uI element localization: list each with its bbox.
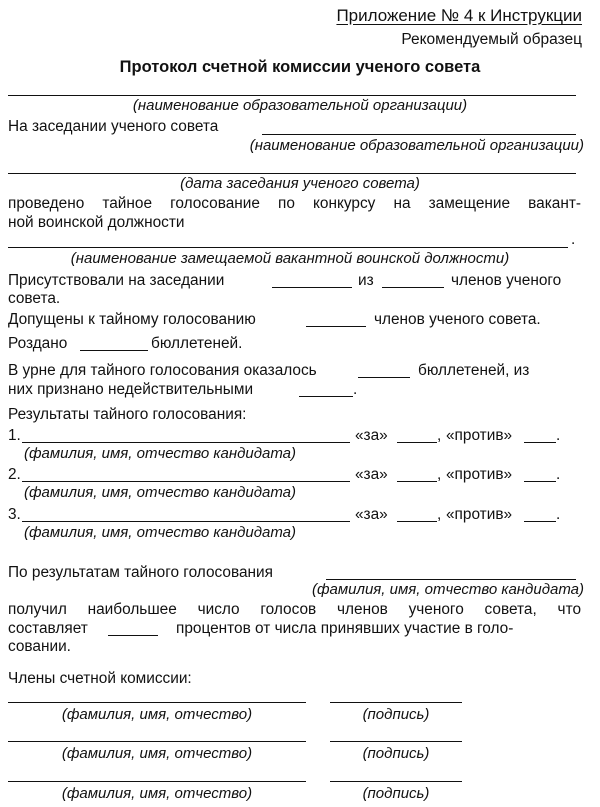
org-name-field[interactable]	[8, 95, 576, 96]
percent-suffix: процентов от числа принявших участие в голо-	[176, 620, 514, 637]
candidate-name-field[interactable]	[22, 481, 350, 482]
meeting-date-caption: (дата заседания ученого совета)	[180, 175, 420, 192]
results-heading: Результаты тайного голосования:	[8, 406, 247, 423]
votes-against-label: «против»	[446, 427, 513, 444]
votes-against-label: «против»	[446, 506, 513, 523]
member-signature-caption: (подпись)	[362, 745, 430, 762]
member-signature-field[interactable]	[330, 702, 462, 703]
candidate-caption: (фамилия, имя, отчество кандидата)	[24, 445, 297, 462]
candidate-caption: (фамилия, имя, отчество кандидата)	[24, 484, 297, 501]
position-period: .	[571, 231, 576, 248]
member-name-field[interactable]	[8, 781, 306, 782]
document-title: Протокол счетной комиссии ученого совета	[119, 58, 481, 76]
member-signature-caption: (подпись)	[362, 706, 430, 723]
member-signature-caption: (подпись)	[362, 785, 430, 802]
meeting-date-field[interactable]	[8, 173, 576, 174]
urn-count-field[interactable]	[358, 377, 410, 378]
member-name-field[interactable]	[8, 702, 306, 703]
present-label: Присутствовали на заседании	[8, 272, 225, 289]
votes-for-field[interactable]	[397, 521, 437, 522]
member-name-caption: (фамилия, имя, отчество)	[61, 785, 253, 802]
meeting-prefix: На заседании ученого совета	[8, 118, 219, 135]
row-period: .	[556, 506, 561, 523]
winner-caption: (фамилия, имя, отчество кандидата)	[311, 581, 584, 598]
candidate-caption: (фамилия, имя, отчество кандидата)	[24, 524, 297, 541]
votes-against-field[interactable]	[524, 521, 556, 522]
votes-for-field[interactable]	[397, 442, 437, 443]
outcome-end: совании.	[8, 638, 71, 655]
votes-for-field[interactable]	[397, 481, 437, 482]
votes-against-field[interactable]	[524, 442, 556, 443]
votes-against-label: «против»	[446, 466, 513, 483]
candidate-number: 3.	[8, 506, 21, 523]
outcome-label: По результатам тайного голосования	[8, 564, 273, 581]
org-name-caption-2: (наименование образовательной организации)	[249, 137, 584, 154]
issued-count-field[interactable]	[80, 350, 148, 351]
present-count-field[interactable]	[272, 287, 352, 288]
votes-for-label: «за»	[355, 427, 388, 444]
outcome-text: получил наибольшее число голосов членов ученого совета, что	[8, 601, 581, 618]
position-caption: (наименование замещаемой вакантной воинской должности)	[70, 250, 510, 267]
urn-ballots: бюллетеней, из	[418, 362, 530, 379]
members-heading: Члены счетной комиссии:	[8, 670, 192, 687]
winner-name-field[interactable]	[326, 579, 576, 580]
percent-field[interactable]	[108, 635, 158, 636]
vote-text-line1: проведено тайное голосование по конкурсу на замещение вакант-	[8, 195, 581, 212]
percent-prefix: составляет	[8, 620, 88, 637]
invalid-count-field[interactable]	[299, 396, 353, 397]
comma: ,	[437, 466, 442, 483]
issued-label: Роздано	[8, 335, 68, 352]
member-name-caption: (фамилия, имя, отчество)	[61, 706, 253, 723]
council-field[interactable]	[262, 134, 576, 135]
sample-label: Рекомендуемый образец	[401, 31, 582, 48]
member-name-caption: (фамилия, имя, отчество)	[61, 745, 253, 762]
candidate-name-field[interactable]	[22, 521, 350, 522]
comma: ,	[437, 506, 442, 523]
admitted-members: членов ученого совета.	[374, 311, 541, 328]
org-name-caption: (наименование образовательной организации)	[132, 97, 468, 114]
candidate-number: 1.	[8, 427, 21, 444]
present-members: членов ученого	[451, 272, 562, 289]
vote-text-line2: ной воинской должности	[8, 214, 185, 231]
admitted-count-field[interactable]	[306, 326, 366, 327]
present-council: совета.	[8, 290, 61, 307]
votes-for-label: «за»	[355, 466, 388, 483]
comma: ,	[437, 427, 442, 444]
member-name-field[interactable]	[8, 741, 306, 742]
appendix-header: Приложение № 4 к Инструкции	[336, 6, 582, 25]
row-period: .	[556, 466, 561, 483]
present-of: из	[358, 272, 374, 289]
votes-against-field[interactable]	[524, 481, 556, 482]
candidate-number: 2.	[8, 466, 21, 483]
member-signature-field[interactable]	[330, 781, 462, 782]
votes-for-label: «за»	[355, 506, 388, 523]
invalid-label: них признано недействительными	[8, 381, 254, 398]
issued-ballots: бюллетеней.	[151, 335, 243, 352]
urn-label: В урне для тайного голосования оказалось	[8, 362, 317, 379]
position-field[interactable]	[8, 247, 568, 248]
admitted-label: Допущены к тайному голосованию	[8, 311, 256, 328]
invalid-period: .	[353, 381, 358, 398]
candidate-name-field[interactable]	[22, 442, 350, 443]
row-period: .	[556, 427, 561, 444]
member-signature-field[interactable]	[330, 741, 462, 742]
total-members-field[interactable]	[382, 287, 444, 288]
